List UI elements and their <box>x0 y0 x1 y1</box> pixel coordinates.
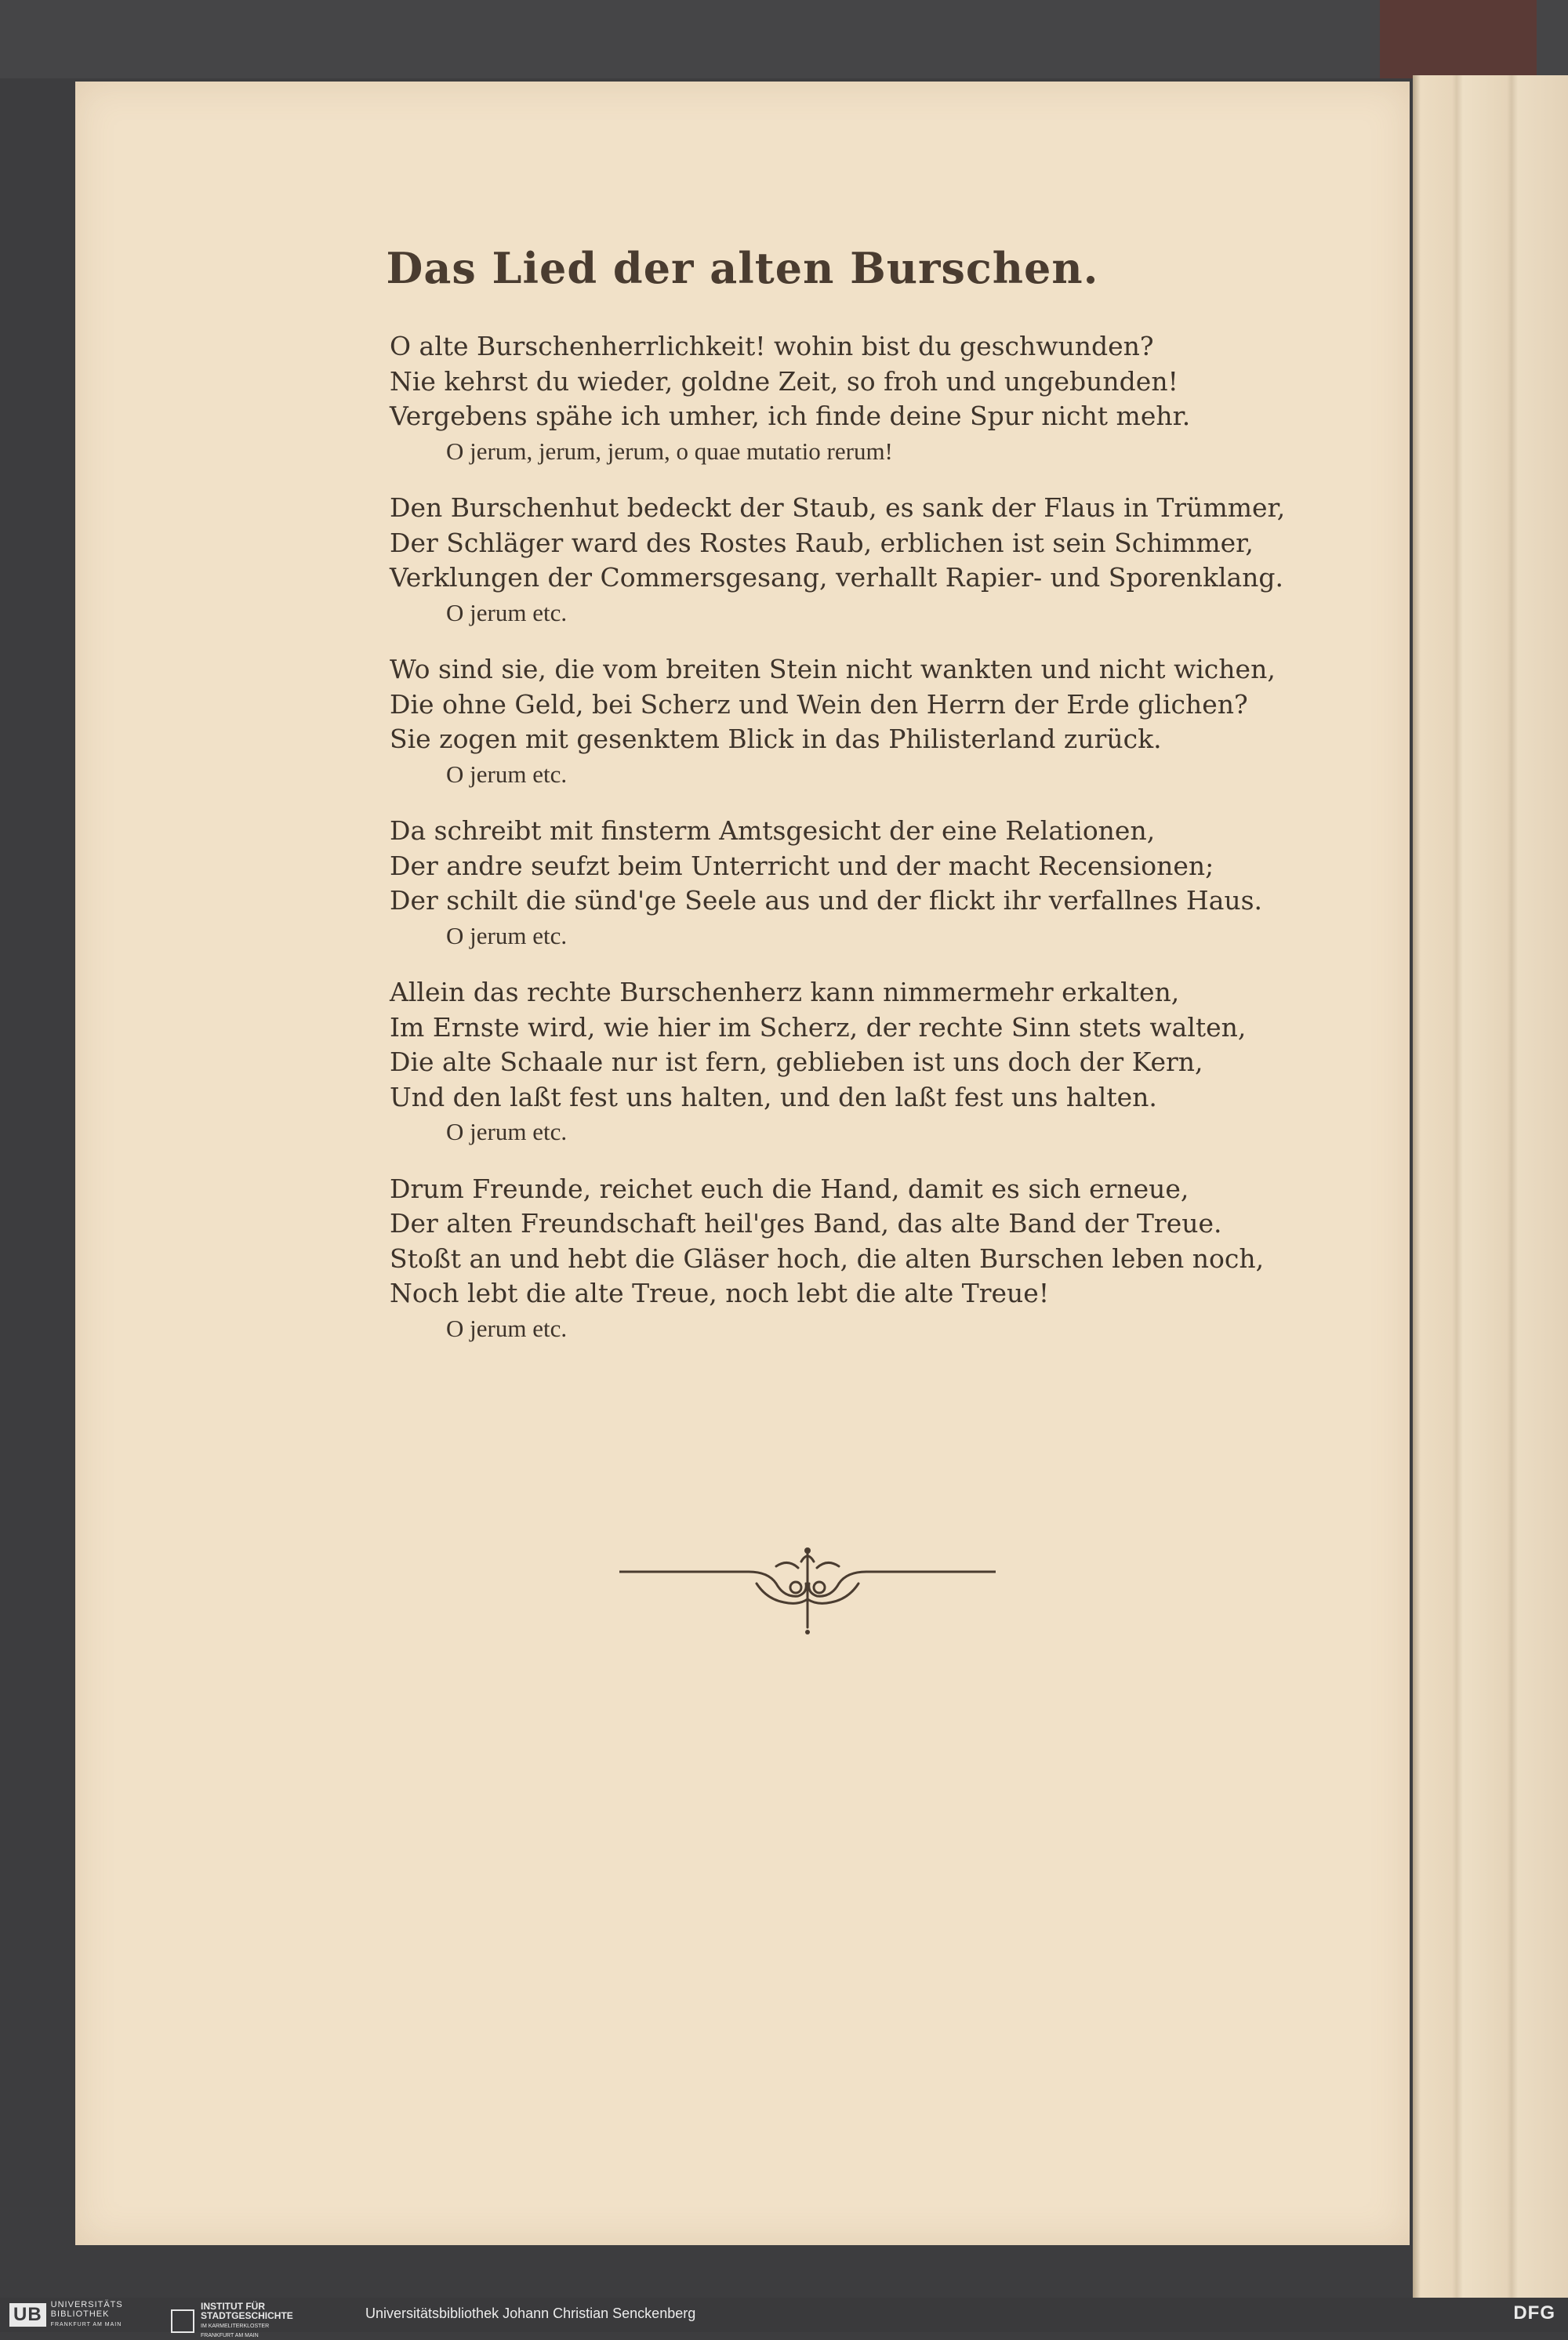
ub-logo-mark: UB <box>9 2303 46 2327</box>
poem-line: Wo sind sie, die vom breiten Stein nicht wankten und nicht wichen, <box>390 654 1276 684</box>
refrain-line: O jerum etc. <box>446 921 568 949</box>
poem-line: Der schilt die sünd'ge Seele aus und der flickt ihr verfallnes Haus. <box>390 885 1263 916</box>
poem-line: Und den laßt fest uns halten, und den laßt fest uns halten. <box>390 1081 1157 1112</box>
refrain-line: O jerum etc. <box>446 760 568 788</box>
refrain-line: O jerum etc. <box>446 1118 568 1145</box>
poem-line: Stoßt an und hebt die Gläser hoch, die alten Burschen leben noch, <box>390 1243 1265 1274</box>
poem-line: Im Ernste wird, wie hier im Scherz, der rechte Sinn stets walten, <box>390 1011 1247 1043</box>
poem-line: Sie zogen mit gesenktem Blick in das Philisterland zurück. <box>390 724 1162 754</box>
stanza <box>390 491 1330 630</box>
poem-line: Noch lebt die alte Treue, noch lebt die alte Treue! <box>390 1278 1050 1308</box>
poem-line: Den Burschenhut bedeckt der Staub, es sank der Flaus in Trümmer, <box>390 492 1286 523</box>
ub-logo <box>9 2302 123 2327</box>
ub-logo-text: UNIVERSITÄTS BIBLIOTHEK FRANKFURT AM MAIN <box>50 2300 123 2327</box>
stanza <box>390 1172 1330 1347</box>
poem-line: Verklungen der Commersgesang, verhallt Rapier- und Sporenklang. <box>390 562 1284 593</box>
poem-line: Vergebens spähe ich umher, ich finde deine Spur nicht mehr. <box>390 401 1191 431</box>
poem-line: Da schreibt mit finsterm Amtsgesicht der eine Relationen, <box>390 815 1156 846</box>
refrain-line: O jerum etc. <box>446 1314 568 1342</box>
dfg-logo: DFG <box>1513 2302 1555 2324</box>
poem-body <box>390 329 1330 1368</box>
book-cover-edge <box>1380 0 1537 78</box>
footer-bar <box>0 2298 1568 2338</box>
poem-line: Die alte Schaale nur ist fern, geblieben ist uns doch der Kern, <box>390 1047 1203 1077</box>
stanza <box>390 329 1330 469</box>
refrain-line: O jerum etc. <box>446 598 568 626</box>
book-page-edges <box>1413 75 1568 2298</box>
stanza <box>390 975 1330 1150</box>
stanza <box>390 652 1330 792</box>
scan-background-top <box>0 0 1568 78</box>
poem-line: Nie kehrst du wieder, goldne Zeit, so froh und ungebunden! <box>390 365 1178 397</box>
institute-logo-text: INSTITUT FÜR STADTGESCHICHTE IM KARMELITERKLOSTER FRANKFURT AM MAIN <box>201 2301 293 2338</box>
refrain-line: O jerum, jerum, jerum, o quae mutatio rerum! <box>446 437 893 465</box>
library-name: Universitätsbibliothek Johann Christian Senckenberg <box>365 2306 696 2321</box>
poem-line: Drum Freunde, reichet euch die Hand, damit es sich erneue, <box>390 1173 1189 1204</box>
poem-line: Der alten Freundschaft heil'ges Band, das alte Band der Treue. <box>390 1208 1222 1239</box>
decorative-ornament-icon <box>619 1544 996 1646</box>
poem-line: Der andre seufzt beim Unterricht und der macht Recensionen; <box>390 850 1214 881</box>
stanza <box>390 814 1330 953</box>
institute-logo <box>171 2302 293 2340</box>
institute-logo-icon <box>171 2309 194 2333</box>
poem-title: Das Lied der alten Burschen. <box>386 243 1099 293</box>
poem-line: Der Schläger ward des Rostes Raub, erblichen ist sein Schimmer, <box>390 527 1254 558</box>
poem-line: Die ohne Geld, bei Scherz und Wein den Herrn der Erde glichen? <box>390 688 1248 720</box>
poem-line: O alte Burschenherrlichkeit! wohin bist du geschwunden? <box>390 331 1154 361</box>
poem-line: Allein das rechte Burschenherz kann nimmermehr erkalten, <box>390 977 1180 1007</box>
